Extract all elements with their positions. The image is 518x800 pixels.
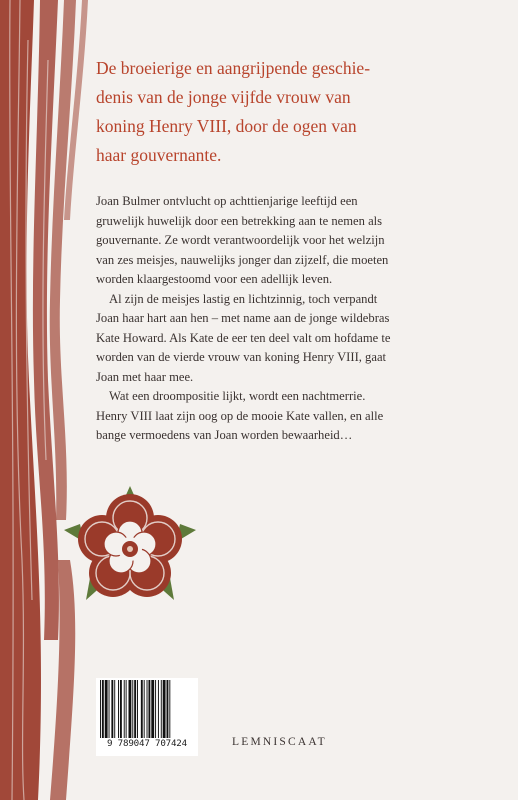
blurb-line: Joan haar hart aan hen – met name aan de jonge wildebras [96,311,390,325]
blurb-line: gruwelijk huwelijk door een betrekking aan te nemen als [96,213,383,228]
blurb-line: gouvernante. Ze wordt verantwoordelijk voor het welzijn [96,233,385,247]
blurb-line: Joan Bulmer ontvlucht op achttienjarige leeftijd een [96,194,358,208]
blurb-line: Wat een droompositie lijkt, wordt een nachtmerrie. [109,389,366,403]
blurb-line: van zes meisjes, nauwelijks jonger dan zijzelf, die moeten [96,252,389,267]
blurb-line: worden klaargestoomd voor een adellijk leven. [96,272,333,286]
tagline-line: De broeierige en aangrijpende geschie- [96,58,371,78]
tagline-line: haar gouvernante. [96,145,222,165]
blurb-line: worden van de vierde vrouw van koning Henry VIII, gaat [96,350,387,364]
blurb [96,192,506,446]
publisher-name: LEMNISCAAT [232,736,327,748]
blurb-line: Henry VIII laat zijn oog op de mooie Kate vallen, en alle [96,408,384,423]
blurb-line: Joan met haar mee. [96,369,194,384]
tudor-rose-icon [55,485,205,610]
tagline-line: koning Henry VIII, door de ogen van [96,116,357,136]
barcode [96,678,198,756]
barcode-number: 9 789047 707424 [107,738,187,749]
blurb-line: bange vermoedens van Joan worden bewaarheid… [96,428,353,442]
tagline-line: denis van de jonge vijfde vrouw van [96,87,351,107]
blurb-line: Kate Howard. Als Kate de eer ten deel valt om hofdame te [96,330,391,345]
tagline [96,54,496,170]
barcode-bars [100,680,194,738]
blurb-line: Al zijn de meisjes lastig en lichtzinnig, toch verpandt [109,291,378,306]
